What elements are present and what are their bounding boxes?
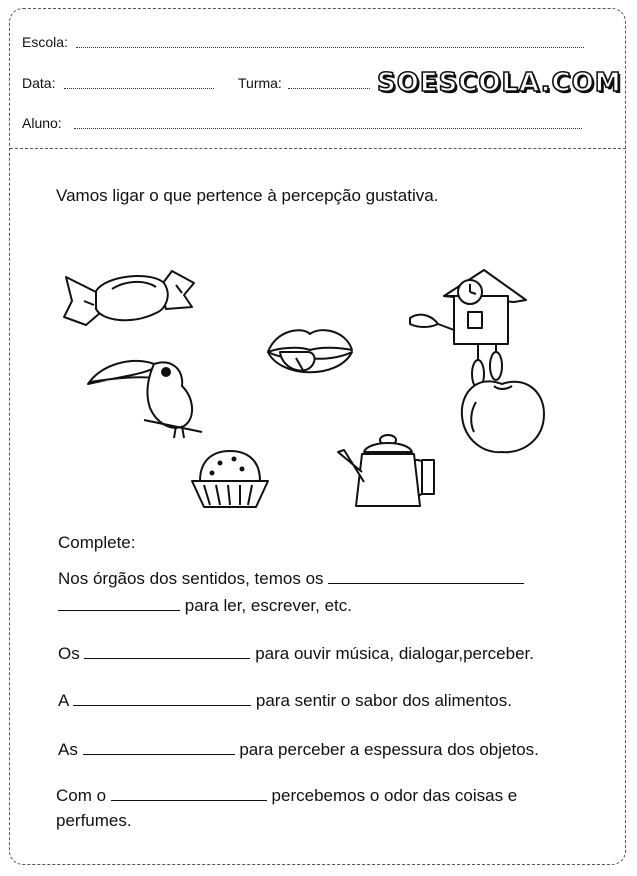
sentence-4-start: As xyxy=(58,740,78,759)
sentence-5-blank[interactable] xyxy=(111,786,267,801)
sentence-5 xyxy=(56,786,517,806)
sentence-2-end: para ouvir música, dialogar,perceber. xyxy=(255,644,534,663)
sentence-3-end: para sentir o sabor dos alimentos. xyxy=(255,691,512,710)
class-label: Turma: xyxy=(238,75,282,91)
sentence-4 xyxy=(58,740,539,760)
class-field[interactable] xyxy=(288,88,370,89)
sentence-4-blank[interactable] xyxy=(83,740,235,755)
sentence-3-blank[interactable] xyxy=(73,691,251,706)
sentence-1-continued xyxy=(58,596,352,616)
sentence-3 xyxy=(58,691,512,711)
sentence-1 xyxy=(58,569,524,589)
date-label: Data: xyxy=(22,75,56,91)
apple-icon xyxy=(458,372,548,458)
sentence-1b-text: para ler, escrever, etc. xyxy=(184,596,352,615)
sentence-1-text: Nos órgãos dos sentidos, temos os xyxy=(58,569,324,588)
sentence-5-end: percebemos o odor das coisas e xyxy=(271,786,518,805)
student-label: Aluno: xyxy=(22,115,62,131)
header-divider xyxy=(10,148,626,149)
school-field[interactable] xyxy=(76,47,584,48)
student-field[interactable] xyxy=(74,128,582,129)
candy-icon xyxy=(62,265,197,337)
sentence-1b-blank[interactable] xyxy=(58,596,180,611)
complete-heading: Complete: xyxy=(58,533,136,552)
instruction-text: Vamos ligar o que pertence à percepção gustativa. xyxy=(56,186,439,205)
soescola-logo: SOESCOLA.COM xyxy=(377,68,622,98)
sentence-5-continued: perfumes. xyxy=(56,811,132,830)
toucan-icon xyxy=(84,352,204,444)
sentence-1-blank[interactable] xyxy=(328,569,524,584)
teapot-icon xyxy=(334,430,444,516)
sentence-2-start: Os xyxy=(58,644,80,663)
sentence-2 xyxy=(58,644,534,664)
lips-icon xyxy=(262,322,357,384)
date-field[interactable] xyxy=(64,88,214,89)
cupcake-icon xyxy=(190,445,270,515)
sentence-4-end: para perceber a espessura dos objetos. xyxy=(239,740,539,759)
school-label: Escola: xyxy=(22,34,68,50)
sentence-3-start: A xyxy=(58,691,69,710)
sentence-5-start: Com o xyxy=(56,786,107,805)
sentence-2-blank[interactable] xyxy=(84,644,250,659)
